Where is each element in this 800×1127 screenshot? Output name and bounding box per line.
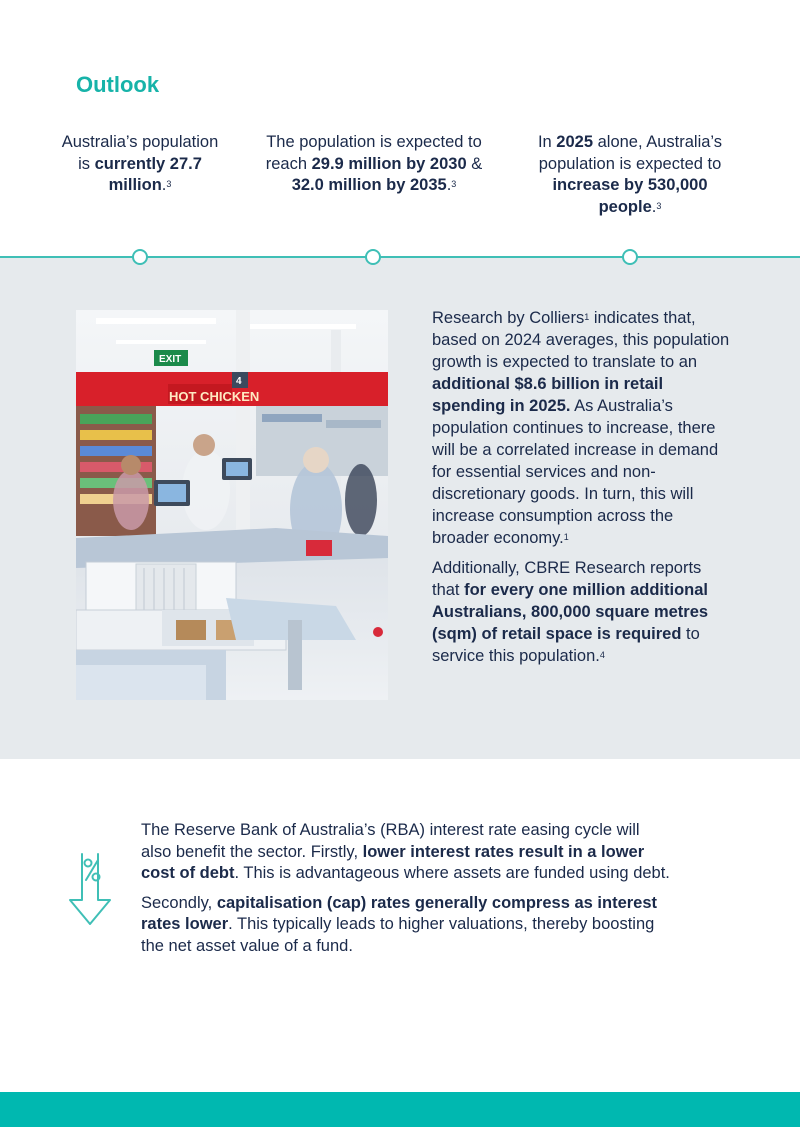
stat-2025-increase — [520, 132, 740, 218]
paragraph-text: As Australia’s population continues to increase, there will be a correlated increase in demand for essential services and non-discretionary goods. In turn, this will increase consumption across the broader economy. — [432, 397, 719, 547]
research-text — [432, 307, 732, 675]
paragraph-text: Secondly, — [141, 893, 217, 912]
timeline-line — [0, 256, 800, 258]
stat-highlight: increase by 530,000 people — [552, 176, 708, 216]
footnote-ref: 4 — [599, 650, 605, 660]
research-paragraph — [432, 307, 732, 549]
exit-sign: EXIT — [159, 354, 182, 365]
stat-highlight: 2025 — [556, 133, 594, 151]
rba-text — [141, 820, 671, 965]
stat-text: The population is expected to reach — [265, 133, 482, 173]
stat-highlight: 29.9 million by 2030 — [311, 154, 467, 173]
hot-chicken-sign: HOT CHICKEN — [169, 389, 260, 404]
section-title: Outlook — [76, 72, 160, 97]
paragraph-text: to service this population. — [432, 625, 700, 665]
paragraph-highlight: capitalisation (cap) rates generally compress as interest rates lower — [141, 893, 658, 933]
footnote-ref: 1 — [584, 312, 590, 322]
stat-highlight: currently 27.7 million — [94, 154, 202, 194]
stat-current-population — [60, 132, 220, 197]
supermarket-checkout-photo — [76, 310, 388, 700]
footnote-ref: 3 — [451, 179, 457, 189]
paragraph-highlight: additional $8.6 billion in retail spending in 2025. — [432, 375, 664, 415]
stat-projected-population — [262, 132, 486, 197]
paragraph-highlight: lower interest rates result in a lower cost of debt — [141, 842, 645, 882]
footnote-ref: 3 — [166, 179, 172, 189]
research-paragraph — [432, 557, 732, 667]
stat-highlight: 32.0 million by 2035 — [291, 176, 447, 194]
stat-text: In — [537, 133, 557, 151]
paragraph-text: . This typically leads to higher valuations, thereby boosting the net asset value of a fund. — [141, 915, 655, 955]
footnote-ref: 1 — [563, 532, 569, 542]
rba-paragraph — [141, 893, 671, 958]
stat-text: alone, Australia’s population is expected to — [538, 133, 723, 173]
stat-text: & — [466, 154, 483, 173]
footnote-ref: 3 — [656, 200, 662, 211]
aisle-number: 4 — [236, 376, 242, 387]
paragraph-highlight: for every one million additional Australians, 800,000 square metres (sqm) of retail space is required — [432, 581, 709, 643]
paragraph-text: . This is advantageous where assets are funded using debt. — [234, 864, 670, 882]
stat-text: Australia’s population is — [61, 133, 219, 173]
stat-text: . — [651, 197, 657, 216]
paragraph-text: indicates that, based on 2024 averages, this population growth is expected to translate to an — [432, 309, 730, 371]
paragraph-text: The Reserve Bank of Australia’s (RBA) interest rate easing cycle will also benefit the sector. Firstly, — [141, 821, 640, 861]
timeline-dot — [622, 249, 638, 265]
stat-text: . — [161, 176, 167, 194]
percent-down-arrow-icon — [66, 852, 114, 928]
stat-text: . — [446, 176, 452, 194]
paragraph-text: Additionally, CBRE Research reports that — [432, 559, 702, 599]
timeline-dot — [132, 249, 148, 265]
timeline-dot — [365, 249, 381, 265]
footer-bar — [0, 1092, 800, 1127]
rba-paragraph — [141, 820, 671, 885]
paragraph-text: Research by Colliers — [432, 309, 585, 327]
